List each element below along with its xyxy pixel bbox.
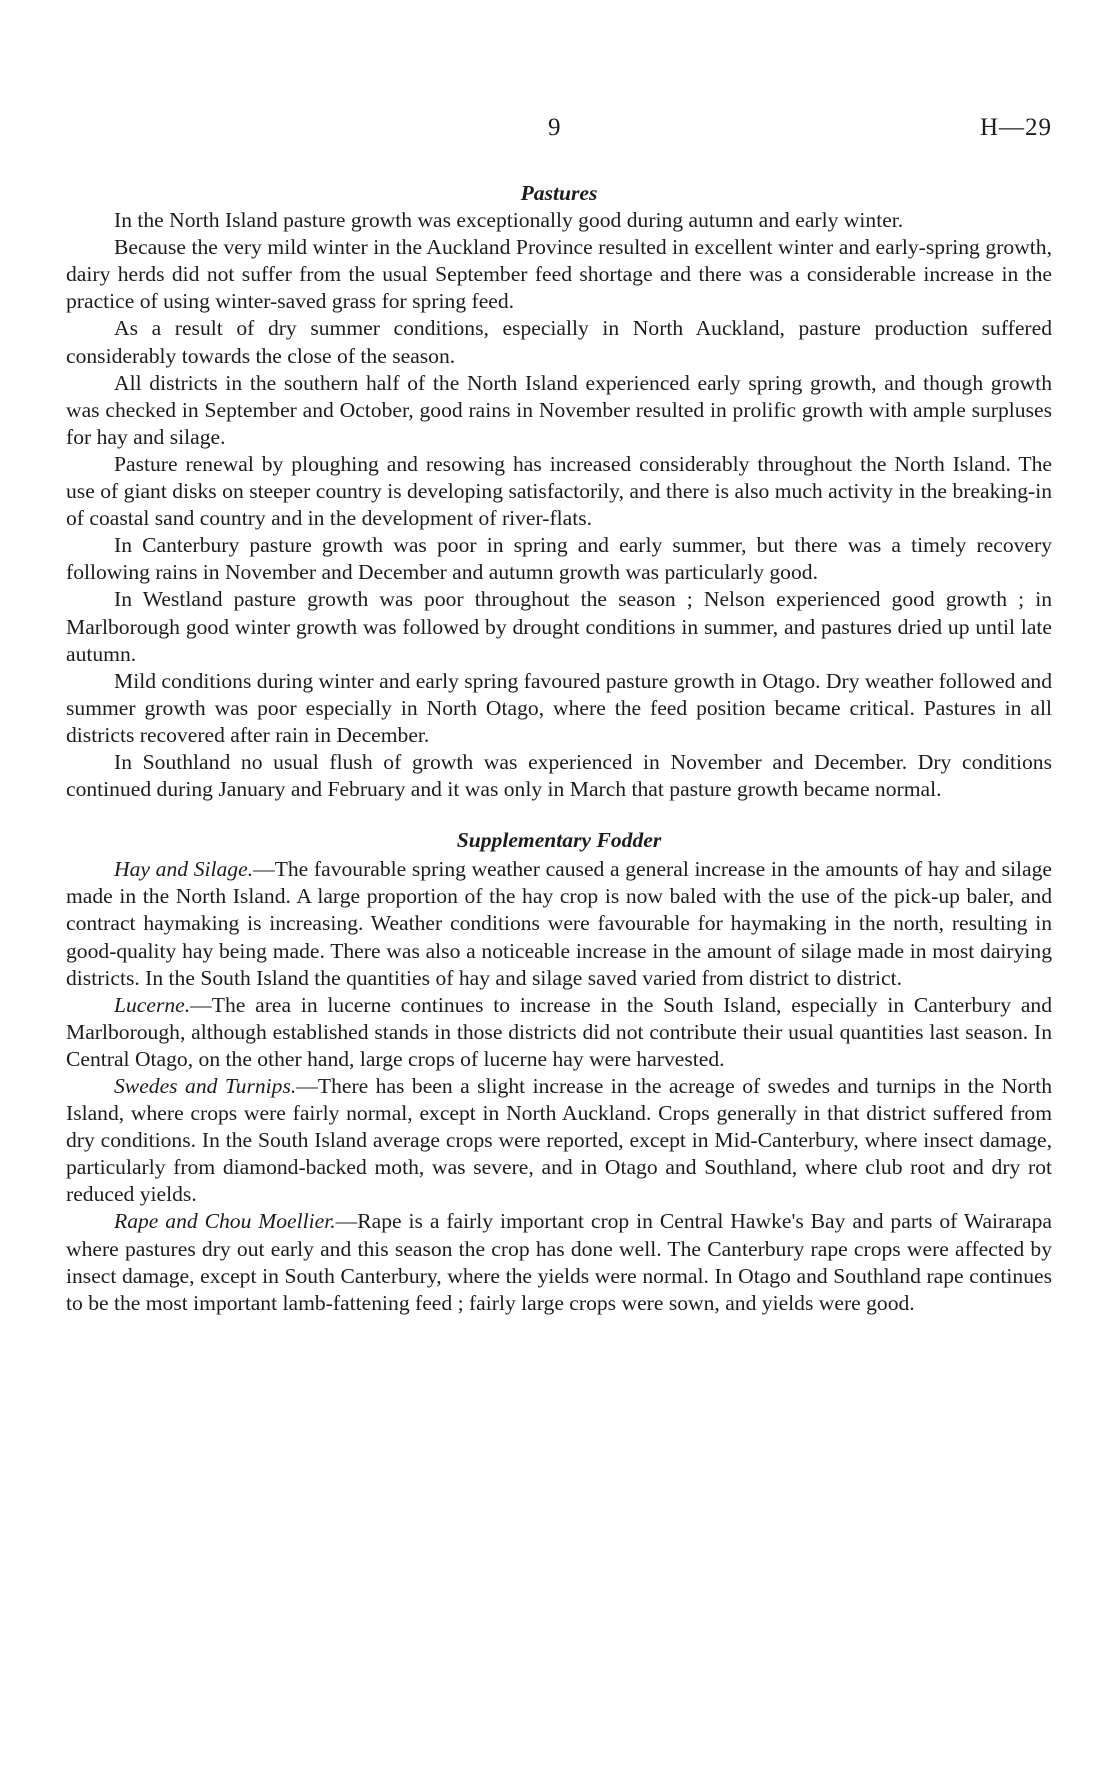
paragraph-lucerne (66, 992, 1052, 1073)
paragraph-swedes-and-turnips (66, 1073, 1052, 1208)
page-number: 9 (548, 114, 561, 141)
run-in-heading: Swedes and Turnips. (114, 1074, 297, 1098)
section-pastures (66, 180, 1052, 803)
run-in-heading: Lucerne. (114, 992, 191, 1017)
paragraph: In Westland pasture growth was poor throughout the season ; Nelson experienced good growth ; in Marlborough good winter growth was followed by drought conditions in summer, and pastures dried up until late autumn. (66, 587, 1052, 666)
paragraph-rape-and-chou-moellier (66, 1208, 1052, 1316)
paragraph: In Canterbury pasture growth was poor in spring and early summer, but there was a timely recovery following rains in November and December and autumn growth was particularly good. (66, 533, 1052, 585)
paragraph-hay-and-silage (66, 856, 1052, 991)
paragraph-text: —Rape is a fairly important crop in Central Hawke's Bay and parts of Wairarapa where pastures dry out early and this season the crop has done well. The Canterbury rape crops were affected by insect damage, except in South Canterbury, where the yields were normal. In Otago and Southland rape continues to be the most important lamb-fattening feed ; fairly large crops were sown, and yields were good. (66, 1209, 1052, 1315)
page-header (0, 114, 1114, 148)
section-heading: Supplementary Fodder (456, 828, 662, 853)
paragraph-text: —There has been a slight increase in the acreage of swedes and turnips in the North Island, where crops were fairly normal, except in North Auckland. Crops generally in that district suffered from dry conditions. In the South Island average crops were reported, except in Mid-Canterbury, where insect damage, particularly from diamond-backed moth, was severe, and in Otago and Southland, where club root and dry rot reduced yields. (66, 1074, 1052, 1207)
run-in-heading: Hay and Silage. (114, 857, 254, 882)
paragraph: All districts in the southern half of the North Island experienced early spring growth, and though growth was checked in September and October, good rains in November resulted in prolific growth with ample surpluses for hay and silage. (66, 370, 1052, 449)
paragraph: As a result of dry summer conditions, especially in North Auckland, pasture production suffered considerably towards the close of the season. (66, 316, 1052, 368)
paragraph: Because the very mild winter in the Auckland Province resulted in excellent winter and early-spring growth, dairy herds did not suffer from the usual September feed shortage and there was a considerable increase in the practice of using winter-saved grass for spring feed. (66, 235, 1052, 314)
section-heading: Pastures (520, 181, 598, 205)
paragraph-text: —The area in lucerne continues to increase in the South Island, especially in Canterbury and Marlborough, although established stands in those districts did not contribute their usual quantities last season. In Central Otago, on the other hand, large crops of lucerne hay were harvested. (66, 992, 1052, 1071)
paragraph: In Southland no usual flush of growth was experienced in November and December. Dry conditions continued during January and February and it was only in March that pasture growth became normal. (66, 749, 1052, 802)
run-in-heading: Rape and Chou Moellier. (114, 1209, 336, 1234)
paragraph: Pasture renewal by ploughing and resowing has increased considerably throughout the North Island. The use of giant disks on steeper country is developing satisfactorily, and there is also much activity in the breaking-in of coastal sand country and in the development of river-flats. (66, 451, 1052, 531)
paragraph: In the North Island pasture growth was exceptionally good during autumn and early winter. (114, 208, 904, 233)
paragraph: Mild conditions during winter and early spring favoured pasture growth in Otago. Dry weather followed and summer growth was poor especially in North Otago, where the feed position became critical. Pastures in all districts recovered after rain in December. (66, 668, 1052, 747)
section-supplementary-fodder (66, 827, 1052, 1317)
paragraph-text: —The favourable spring weather caused a general increase in the amounts of hay and silage made in the North Island. A large proportion of the hay crop is now baled with the use of the pick-up baler, and contract haymaking is increasing. Weather conditions were favourable for haymaking in the north, resulting in good-quality hay being made. There was also a noticeable increase in the amount of silage made in most dairying districts. In the South Island the quantities of hay and silage saved varied from district to district. (66, 857, 1052, 990)
body-text (66, 180, 1052, 1317)
report-code: H—29 (979, 114, 1052, 141)
